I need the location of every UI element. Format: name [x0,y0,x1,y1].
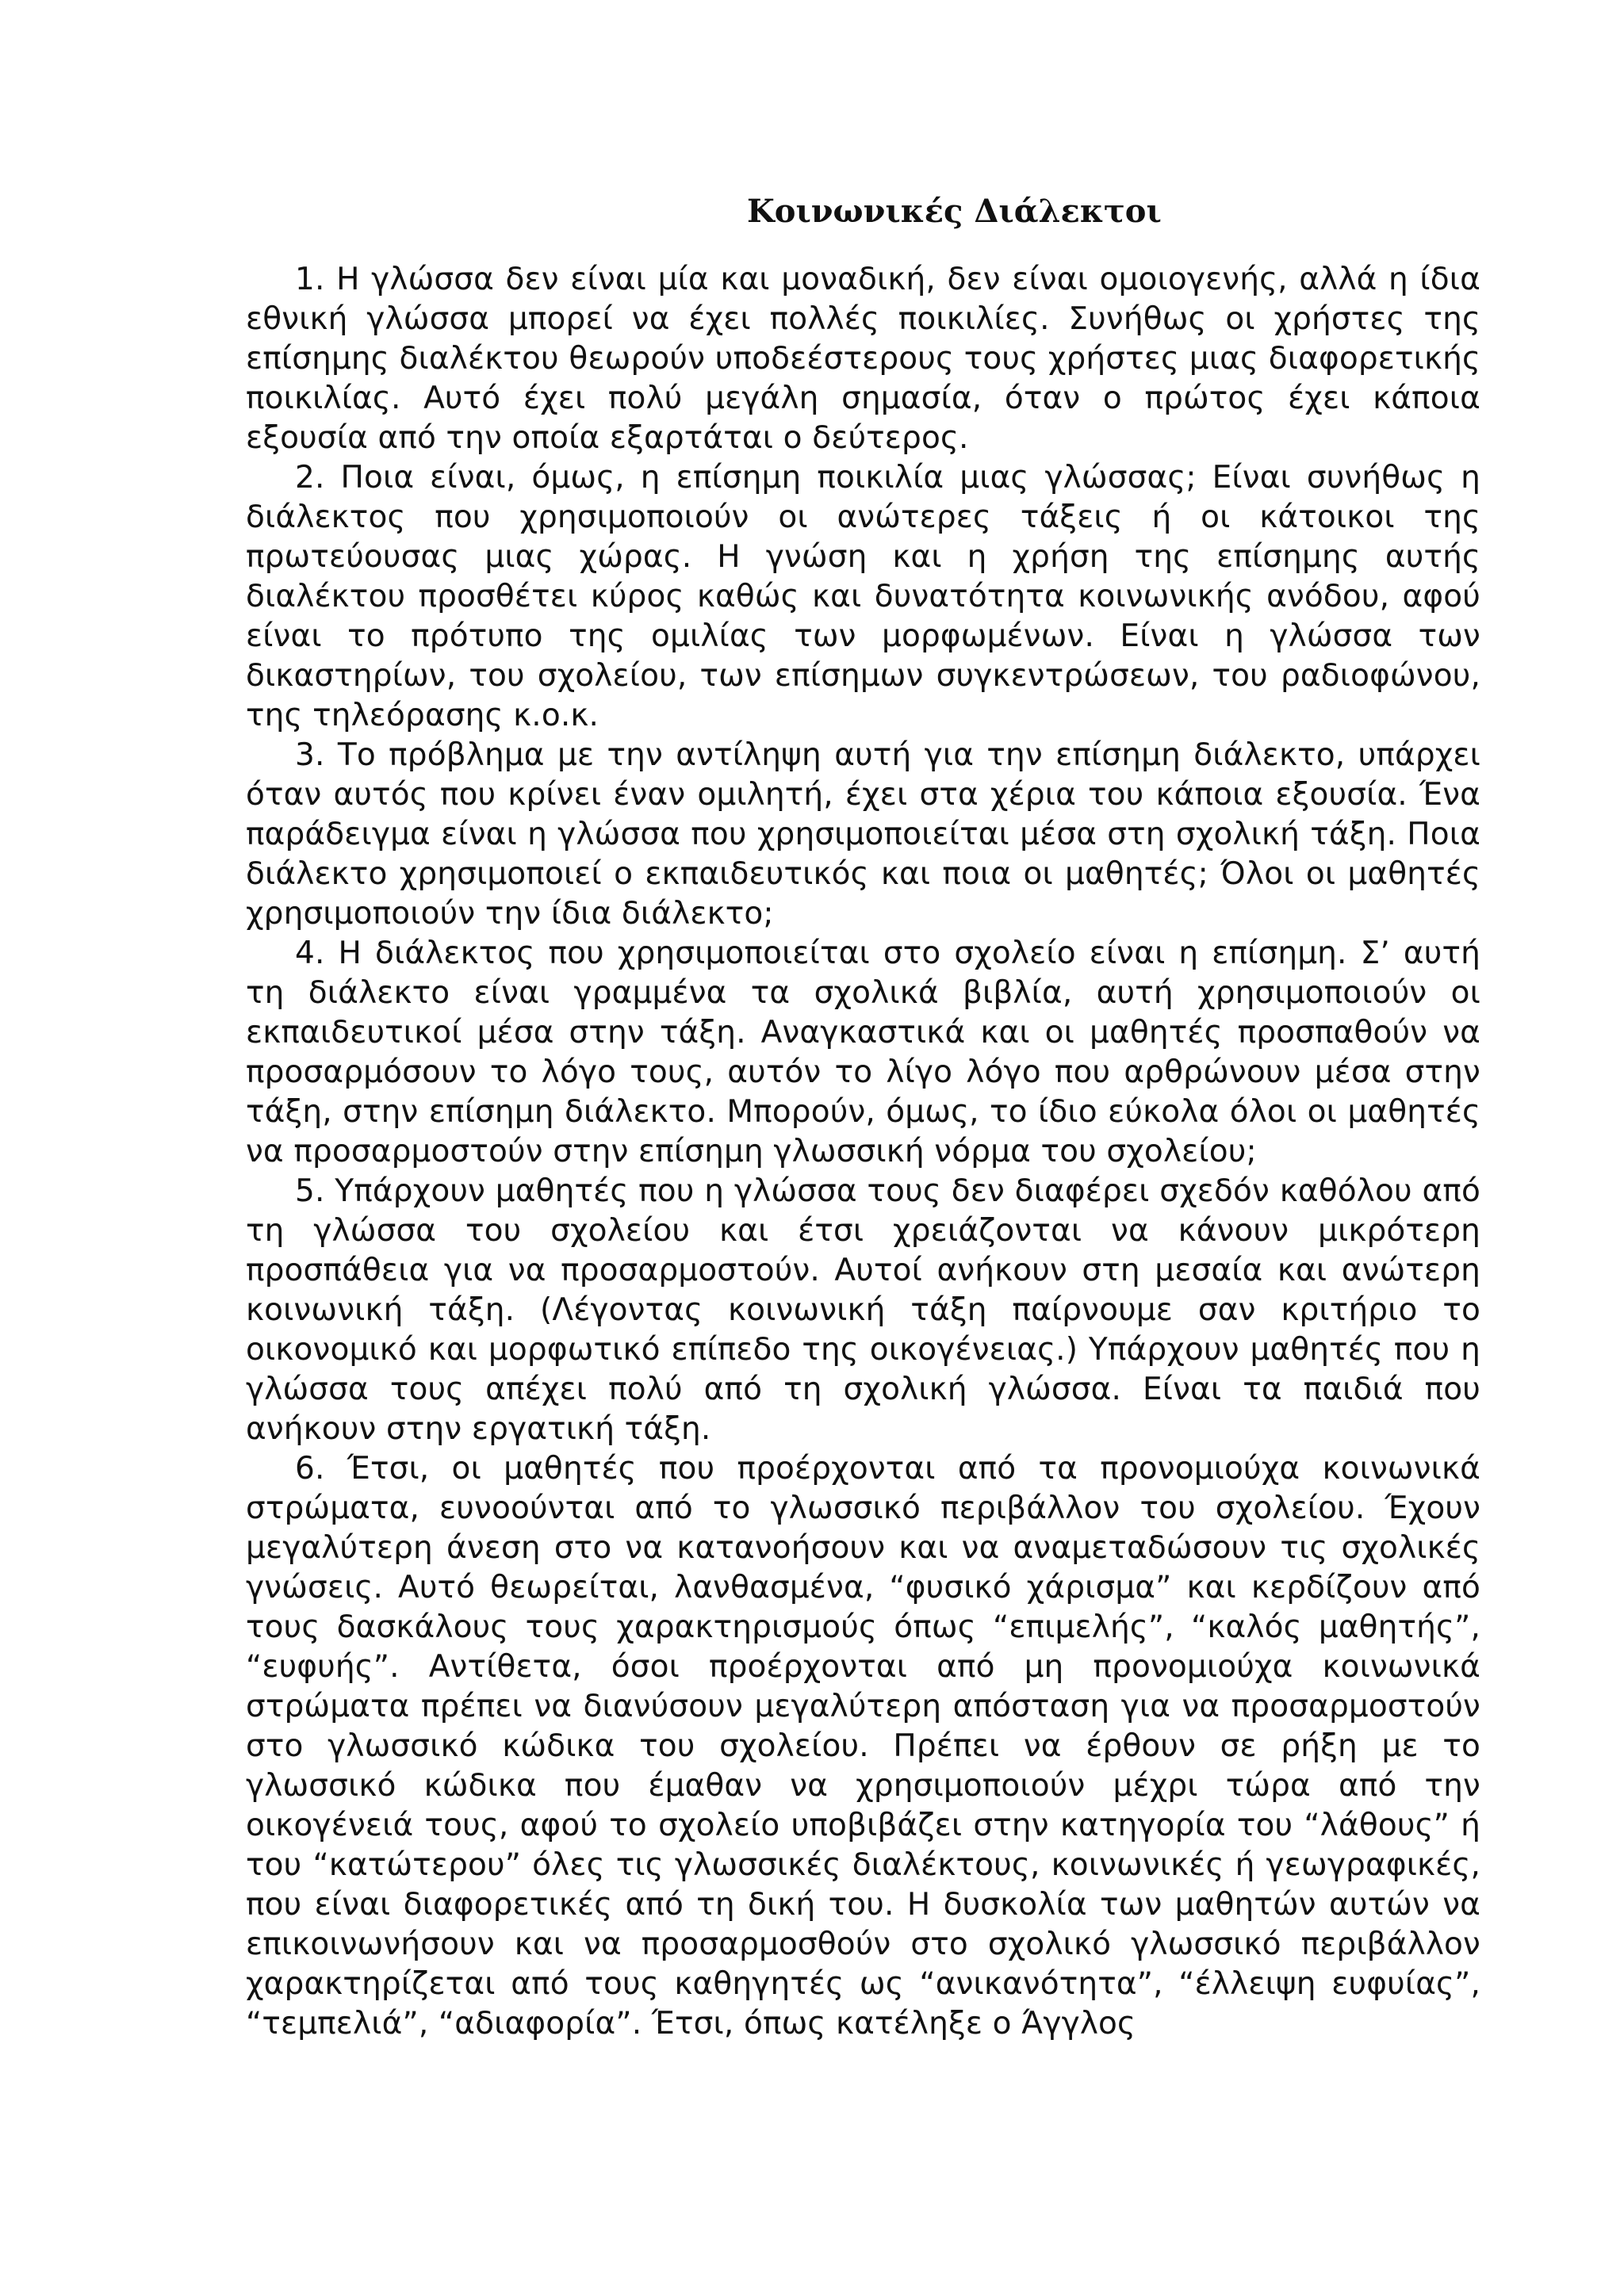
paragraph-1: 1. Η γλώσσα δεν είναι μία και μοναδική, δεν είναι ομοιογενής, αλλά η ίδια εθνική γλώσσα μπορεί να έχει πολλές ποικιλίες. Συνήθως οι χρήστες της επίσημης διαλέκτου θεωρούν υποδεέστερους τους χρήστες μιας διαφορετικής ποικιλίας. Αυτό έχει πολύ μεγάλη σημασία, όταν ο πρώτος έχει κάποια εξουσία από την οποία εξαρτάται ο δεύτερος. [246,262,1480,456]
paragraph-2: 2. Ποια είναι, όμως, η επίσημη ποικιλία μιας γλώσσας; Είναι συνήθως η διάλεκτος που χρησιμοποιούν οι ανώτερες τάξεις ή οι κάτοικοι της πρωτεύουσας μιας χώρας. Η γνώση και η χρήση της επίσημης αυτής διαλέκτου προσθέτει κύρος καθώς και δυνατότητα κοινωνικής ανόδου, αφού είναι το πρότυπο της ομιλίας των μορφωμένων. Είναι η γλώσσα των δικαστηρίων, του σχολείου, των επίσημων συγκεντρώσεων, του ραδιοφώνου, της τηλεόρασης κ.ο.κ. [246,460,1480,733]
document-title: Κοινωνικές Διάλεκτοι [747,193,1162,230]
paragraph-5: 5. Υπάρχουν μαθητές που η γλώσσα τους δεν διαφέρει σχεδόν καθόλου από τη γλώσσα του σχολείου και έτσι χρειάζονται να κάνουν μικρότερη προσπάθεια για να προσαρμοστούν. Αυτοί ανήκουν στη μεσαία και ανώτερη κοινωνική τάξη. (Λέγοντας κοινωνική τάξη παίρνουμε σαν κριτήριο το οικονομικό και μορφωτικό επίπεδο της οικογένειας.) Υπάρχουν μαθητές που η γλώσσα τους απέχει πολύ από τη σχολική γλώσσα. Είναι τα παιδιά που ανήκουν στην εργατική τάξη. [246,1173,1480,1447]
paragraph-3: 3. Το πρόβλημα με την αντίληψη αυτή για την επίσημη διάλεκτο, υπάρχει όταν αυτός που κρίνει έναν ομιλητή, έχει στα χέρια του κάποια εξουσία. Ένα παράδειγμα είναι η γλώσσα που χρησιμοποιείται μέσα στη σχολική τάξη. Ποια διάλεκτο χρησιμοποιεί ο εκπαιδευτικός και ποια οι μαθητές; Όλοι οι μαθητές χρησιμοποιούν την ίδια διάλεκτο; [246,737,1480,932]
paragraph-4: 4. Η διάλεκτος που χρησιμοποιείται στο σχολείο είναι η επίσημη. Σ’ αυτή τη διάλεκτο είναι γραμμένα τα σχολικά βιβλία, αυτή χρησιμοποιούν οι εκπαιδευτικοί μέσα στην τάξη. Αναγκαστικά και οι μαθητές προσπαθούν να προσαρμόσουν το λόγο τους, αυτόν το λίγο λόγο που αρθρώνουν μέσα στην τάξη, στην επίσημη διάλεκτο. Μπορούν, όμως, το ίδιο εύκολα όλοι οι μαθητές να προσαρμοστούν στην επίσημη γλωσσική νόρμα του σχολείου; [246,936,1480,1169]
paragraph-6: 6. Έτσι, οι μαθητές που προέρχονται από τα προνομιούχα κοινωνικά στρώματα, ευνοούνται από το γλωσσικό περιβάλλον του σχολείου. Έχουν μεγαλύτερη άνεση στο να κατανοήσουν και να αναμεταδώσουν τις σχολικές γνώσεις. Αυτό θεωρείται, λανθασμένα, “φυσικό χάρισμα” και κερδίζουν από τους δασκάλους τους χαρακτηρισμούς όπως “επιμελής”, “καλός μαθητής”, “ευφυής”. Αντίθετα, όσοι προέρχονται από μη προνομιούχα κοινωνικά στρώματα πρέπει να διανύσουν μεγαλύτερη απόσταση για να προσαρμοστούν στο γλωσσικό κώδικα του σχολείου. Πρέπει να έρθουν σε ρήξη με το γλωσσικό κώδικα που έμαθαν να χρησιμοποιούν μέχρι τώρα από την οικογένειά τους, αφού το σχολείο υποβιβάζει στην κατηγορία του “λάθους” ή του “κατώτερου” όλες τις γλωσσικές διαλέκτους, κοινωνικές ή γεωγραφικές, που είναι διαφορετικές από τη δική του. Η δυσκολία των μαθητών αυτών να επικοινωνήσουν και να προσαρμοσθούν στο σχολικό γλωσσικό περιβάλλον χαρακτηρίζεται από τους καθηγητές ως “ανικανότητα”, “έλλειψη ευφυίας”, “τεμπελιά”, “αδιαφορία”. Έτσι, όπως κατέληξε ο Άγγλος [246,1451,1480,2042]
document-page [246,192,1480,2044]
